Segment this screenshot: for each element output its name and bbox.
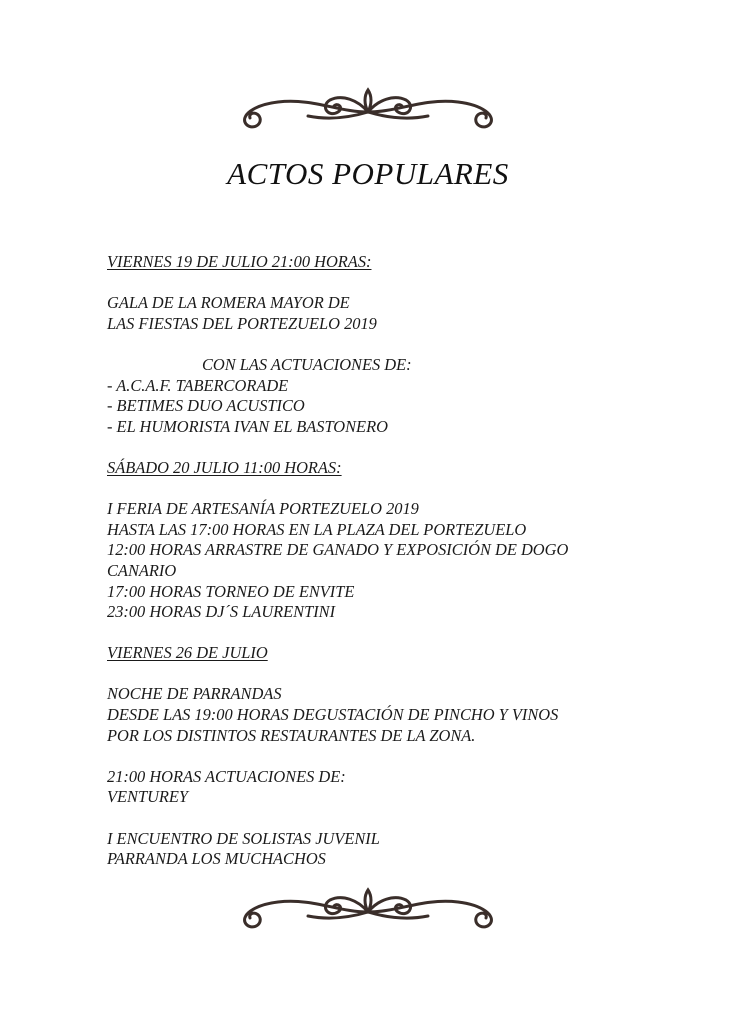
ornament-top (0, 78, 736, 138)
text-line: PARRANDA LOS MUCHACHOS (107, 849, 326, 869)
page-title: ACTOS POPULARES (227, 156, 509, 191)
text-line: POR LOS DISTINTOS RESTAURANTES DE LA ZONA. (107, 725, 476, 745)
list-item: - A.C.A.F. TABERCORADE (107, 375, 289, 395)
text-line: 12:00 HORAS ARRASTRE DE GANADO Y EXPOSICIÓN DE DOGO (107, 540, 569, 560)
text-line: CANARIO (107, 560, 177, 580)
section-heading: SÁBADO 20 JULIO 11:00 HORAS: (107, 457, 342, 477)
text-line: CON LAS ACTUACIONES DE: (202, 354, 412, 374)
text-line: NOCHE DE PARRANDAS (107, 684, 282, 704)
text-line: LAS FIESTAS DEL PORTEZUELO 2019 (107, 313, 377, 333)
text-line: HASTA LAS 17:00 HORAS EN LA PLAZA DEL PORTEZUELO (107, 519, 527, 539)
list-item: - BETIMES DUO ACUSTICO (107, 396, 305, 416)
text-line: GALA DE LA ROMERA MAYOR DE (107, 293, 350, 313)
section-heading: VIERNES 19 DE JULIO 21:00 HORAS: (107, 252, 372, 271)
text-line: 23:00 HORAS DJ´S LAURENTINI (107, 602, 336, 622)
scroll-ornament-icon (218, 78, 518, 138)
ornament-bottom (0, 878, 736, 938)
text-line: VENTUREY (107, 787, 189, 807)
text-line: I ENCUENTRO DE SOLISTAS JUVENIL (107, 828, 380, 848)
scroll-ornament-icon (218, 878, 518, 938)
list-item: - EL HUMORISTA IVAN EL BASTONERO (107, 416, 388, 436)
section-heading: VIERNES 26 DE JULIO (107, 643, 268, 663)
text-line: 21:00 HORAS ACTUACIONES DE: (107, 766, 346, 786)
program-content (107, 252, 707, 870)
text-line: DESDE LAS 19:00 HORAS DEGUSTACIÓN DE PINCHO Y VINOS (107, 705, 559, 725)
text-line: 17:00 HORAS TORNEO DE ENVITE (107, 581, 355, 601)
text-line: I FERIA DE ARTESANÍA PORTEZUELO 2019 (107, 499, 419, 519)
